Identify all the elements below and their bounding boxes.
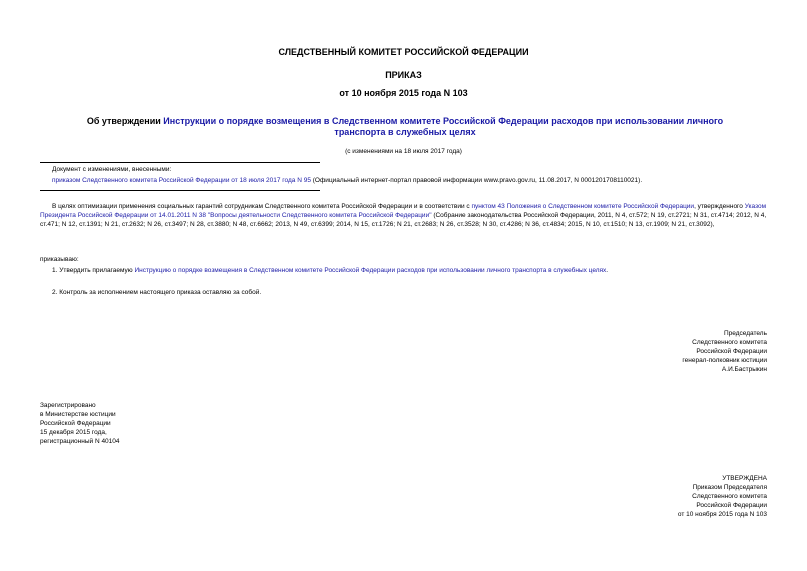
signature-line-3: Российской Федерации bbox=[696, 348, 767, 355]
presidential-decree-link[interactable]: Указом Президента Российской Федерации от 14.01.2011 N 38 "Вопросы деятельности Следственного комитета Российской Федерации" bbox=[40, 203, 767, 219]
signature-block bbox=[567, 329, 767, 374]
registration-line-2: в Министерстве юстиции bbox=[40, 411, 116, 418]
changes-source: (Официальный интернет-портал правовой информации www.pravo.gov.ru, 11.08.2017, N 0001201708110021). bbox=[310, 177, 643, 184]
amendment-order-link[interactable]: приказом Следственного комитета Российской Федерации от 18 июля 2017 года N 95 bbox=[52, 177, 311, 184]
approval-line-1: УТВЕРЖДЕНА bbox=[722, 475, 767, 482]
order-word: приказываю: bbox=[40, 256, 79, 263]
preamble-text-3: (Собрание законодательства Российской Федерации, 2011, N 4, ст.572; N 19, ст.2721; N 31, ст.4714; 2012, N 4, ст.471; N 12, ст.1391; N 21, ст.2632; N 26, ст.3497; N 28, ст.3880; N 48, ст.6662; 2013, N 49, ст.6399; 2014, N 15, ст.1726; N 21, ст.2683; N 26, ст.3528; N 30, ст.4286; N 36, ст.4834; 2015, N 10, ст.1510; N 13, ст.1909; N 21, ст.3092), bbox=[40, 212, 767, 228]
revision-note: (с изменениями на 18 июля 2017 года) bbox=[345, 148, 462, 155]
doc-type: ПРИКАЗ bbox=[385, 70, 422, 80]
registration-line-3: Российской Федерации bbox=[40, 420, 111, 427]
item-1 bbox=[52, 266, 782, 275]
preamble-text-1: В целях оптимизации применения социальных гарантий сотрудникам Следственного комитета Российской Федерации и в соответствии с bbox=[52, 203, 472, 210]
registration-line-1: Зарегистрировано bbox=[40, 402, 96, 409]
item-1-end: . bbox=[606, 267, 609, 274]
registration-line-4: 15 декабря 2015 года, bbox=[40, 429, 107, 436]
divider-top bbox=[40, 162, 320, 163]
approval-line-2: Приказом Председателя bbox=[692, 484, 767, 491]
registration-block bbox=[40, 401, 240, 446]
preamble-text-2: , утвержденного bbox=[694, 203, 745, 210]
approval-line-5: от 10 ноября 2015 года N 103 bbox=[677, 511, 767, 518]
instruction-title-link[interactable]: Инструкции о порядке возмещения в Следственном комитете Российской Федерации расходов при использовании личного транспорта в служебных целях bbox=[163, 116, 724, 137]
doc-date-number: от 10 ноября 2015 года N 103 bbox=[339, 88, 468, 98]
doc-title bbox=[80, 116, 730, 138]
changes-text bbox=[52, 176, 772, 185]
signature-line-2: Следственного комитета bbox=[692, 339, 767, 346]
signature-line-1: Председатель bbox=[723, 330, 767, 337]
signature-line-5: А.И.Бастрыкин bbox=[721, 366, 767, 373]
approval-block bbox=[567, 474, 767, 519]
title-prefix: Об утверждении bbox=[86, 116, 164, 126]
item-2: 2. Контроль за исполнением настоящего приказа оставляю за собой. bbox=[52, 289, 262, 296]
org-name: СЛЕДСТВЕННЫЙ КОМИТЕТ РОССИЙСКОЙ ФЕДЕРАЦИИ bbox=[278, 47, 529, 57]
approval-line-3: Следственного комитета bbox=[692, 493, 767, 500]
approval-line-4: Российской Федерации bbox=[696, 502, 767, 509]
regulation-clause-link[interactable]: пунктом 43 Положения о Следственном комитете Российской Федерации bbox=[471, 203, 695, 210]
preamble bbox=[40, 202, 780, 229]
divider-bottom bbox=[40, 190, 320, 191]
item-1-text: 1. Утвердить прилагаемую bbox=[52, 267, 135, 274]
signature-line-4: генерал-полковник юстиции bbox=[682, 357, 767, 364]
changes-label: Документ с изменениями, внесенными: bbox=[52, 166, 172, 173]
registration-line-5: регистрационный N 40104 bbox=[40, 438, 120, 445]
instruction-link[interactable]: Инструкцию о порядке возмещения в Следственном комитете Российской Федерации расходов при использовании личного транспорта в служебных целях bbox=[134, 267, 607, 274]
